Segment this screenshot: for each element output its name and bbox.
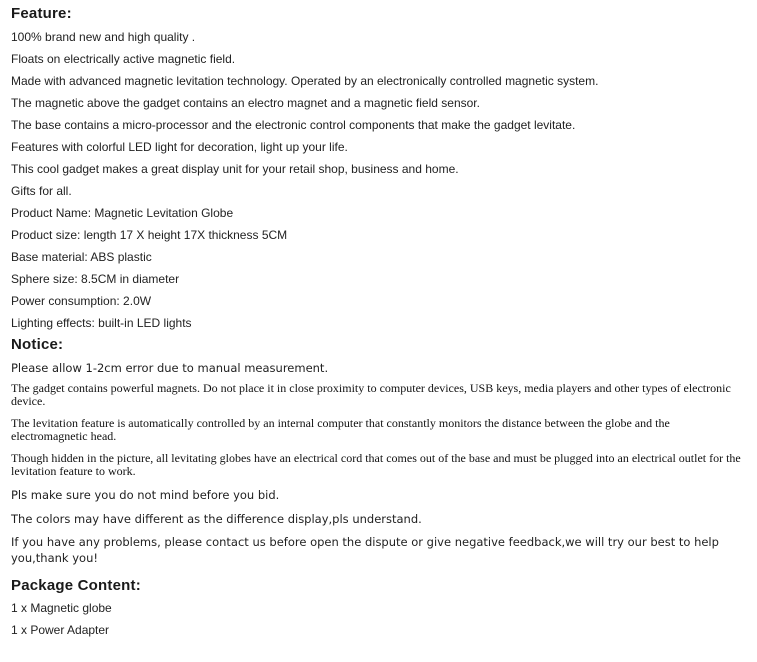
feature-item: Floats on electrically active magnetic field. [11, 52, 236, 66]
feature-item: Gifts for all. [11, 184, 72, 198]
package-item: 1 x Power Adapter [11, 623, 110, 637]
feature-item: This cool gadget makes a great display unit for your retail shop, business and home. [11, 162, 459, 176]
feature-item: Lighting effects: built-in LED lights [11, 316, 192, 330]
feature-list [11, 26, 746, 334]
feature-item: Made with advanced magnetic levitation technology. Operated by an electronically controlled magnetic system. [11, 74, 599, 88]
feature-item: Power consumption: 2.0W [11, 294, 152, 308]
feature-item: The base contains a micro-processor and the electronic control components that make the gadget levitate. [11, 118, 576, 132]
notice-item: The colors may have different as the difference display,pls understand. [11, 512, 422, 526]
feature-item: Sphere size: 8.5CM in diameter [11, 272, 180, 286]
notice-list [11, 359, 746, 566]
feature-item: Product size: length 17 X height 17X thickness 5CM [11, 228, 288, 242]
notice-item: The levitation feature is automatically controlled by an internal computer that constantly monitors the distance between the globe and the electromagnetic head. [11, 416, 670, 443]
notice-heading: Notice: [11, 336, 64, 353]
package-item: 1 x Magnetic globe [11, 601, 112, 615]
notice-item: The gadget contains powerful magnets. Do not place it in close proximity to computer devices, USB keys, media players and other types of electronic device. [11, 381, 731, 408]
feature-item: The magnetic above the gadget contains an electro magnet and a magnetic field sensor. [11, 96, 480, 110]
package-heading: Package Content: [11, 577, 141, 594]
feature-item: Base material: ABS plastic [11, 250, 152, 264]
feature-heading: Feature: [11, 5, 72, 22]
notice-item: Though hidden in the picture, all levitating globes have an electrical cord that comes out of the base and must be plugged into an electrical outlet for the levitation feature to work. [11, 451, 741, 478]
package-list [11, 597, 746, 641]
notice-item: If you have any problems, please contact us before open the dispute or give negative feedback,we will try our best to help you,thank you! [11, 535, 719, 565]
notice-item: Please allow 1-2cm error due to manual measurement. [11, 361, 329, 375]
feature-item: Features with colorful LED light for decoration, light up your life. [11, 140, 348, 154]
feature-item: 100% brand new and high quality . [11, 30, 196, 44]
feature-item: Product Name: Magnetic Levitation Globe [11, 206, 234, 220]
notice-item: Pls make sure you do not mind before you bid. [11, 488, 280, 502]
